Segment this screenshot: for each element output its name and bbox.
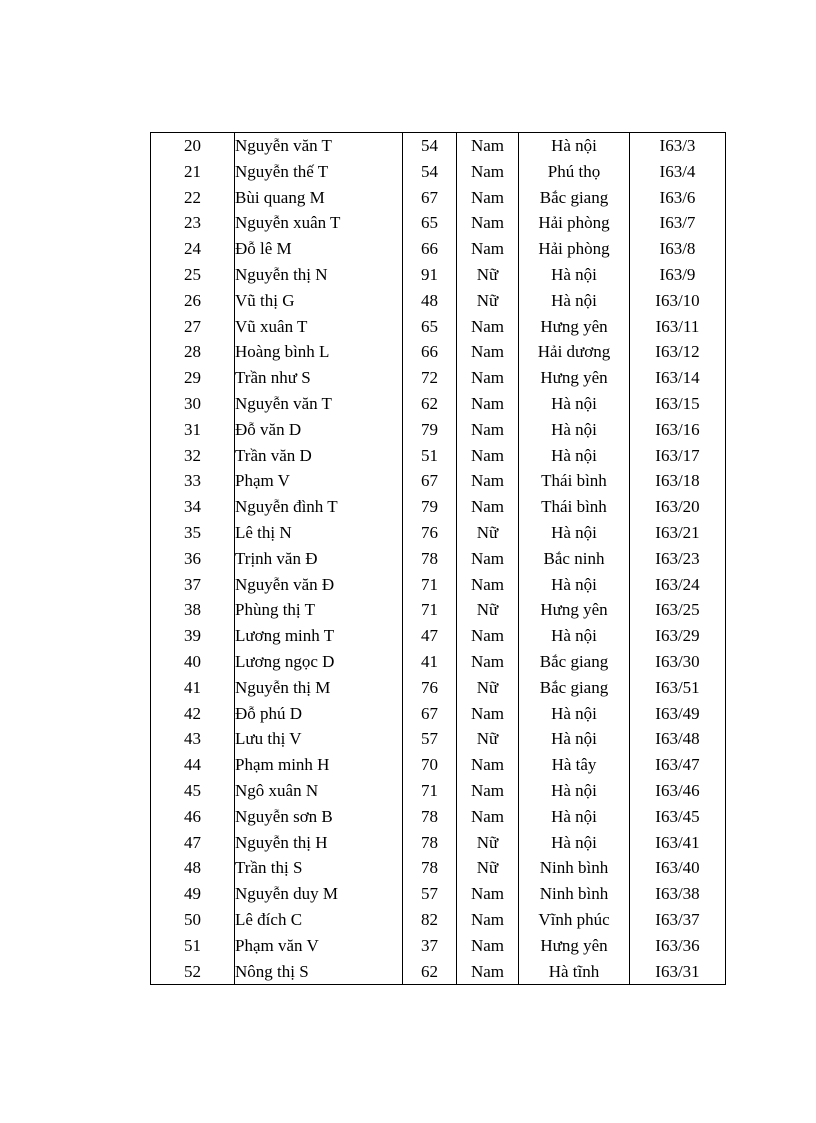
row-number-cell: 43 bbox=[151, 726, 235, 752]
record-code-cell: I63/45 bbox=[630, 804, 726, 830]
sex-cell: Nam bbox=[457, 365, 519, 391]
province-cell: Hà nội bbox=[519, 623, 630, 649]
province-cell: Hà nội bbox=[519, 133, 630, 159]
table-row bbox=[151, 623, 726, 649]
sex-cell: Nam bbox=[457, 185, 519, 211]
patient-table bbox=[150, 132, 726, 985]
record-code-cell: I63/12 bbox=[630, 339, 726, 365]
province-cell: Bắc giang bbox=[519, 649, 630, 675]
patient-name-cell: Lê thị N bbox=[235, 520, 403, 546]
record-code-cell: I63/46 bbox=[630, 778, 726, 804]
province-cell: Hải phòng bbox=[519, 236, 630, 262]
province-cell: Hà nội bbox=[519, 391, 630, 417]
table-row bbox=[151, 830, 726, 856]
sex-cell: Nam bbox=[457, 314, 519, 340]
sex-cell: Nam bbox=[457, 649, 519, 675]
patient-name-cell: Lương minh T bbox=[235, 623, 403, 649]
sex-cell: Nam bbox=[457, 701, 519, 727]
sex-cell: Nam bbox=[457, 778, 519, 804]
age-cell: 54 bbox=[403, 133, 457, 159]
table-row bbox=[151, 314, 726, 340]
record-code-cell: I63/3 bbox=[630, 133, 726, 159]
patient-name-cell: Bùi quang M bbox=[235, 185, 403, 211]
row-number-cell: 37 bbox=[151, 572, 235, 598]
patient-name-cell: Nguyễn văn T bbox=[235, 391, 403, 417]
patient-name-cell: Phùng thị T bbox=[235, 597, 403, 623]
age-cell: 54 bbox=[403, 159, 457, 185]
age-cell: 78 bbox=[403, 855, 457, 881]
province-cell: Hải dương bbox=[519, 339, 630, 365]
patient-name-cell: Vũ thị G bbox=[235, 288, 403, 314]
sex-cell: Nam bbox=[457, 804, 519, 830]
province-cell: Hà nội bbox=[519, 804, 630, 830]
patient-name-cell: Nguyễn thế T bbox=[235, 159, 403, 185]
record-code-cell: I63/10 bbox=[630, 288, 726, 314]
province-cell: Hà nội bbox=[519, 443, 630, 469]
table-row bbox=[151, 804, 726, 830]
age-cell: 72 bbox=[403, 365, 457, 391]
province-cell: Bắc ninh bbox=[519, 546, 630, 572]
province-cell: Hưng yên bbox=[519, 597, 630, 623]
table-row bbox=[151, 133, 726, 159]
province-cell: Hà nội bbox=[519, 830, 630, 856]
patient-name-cell: Ngô xuân N bbox=[235, 778, 403, 804]
record-code-cell: I63/21 bbox=[630, 520, 726, 546]
province-cell: Hải phòng bbox=[519, 210, 630, 236]
table-row bbox=[151, 907, 726, 933]
age-cell: 78 bbox=[403, 546, 457, 572]
table-row bbox=[151, 520, 726, 546]
patient-name-cell: Nguyễn xuân T bbox=[235, 210, 403, 236]
table-row bbox=[151, 546, 726, 572]
record-code-cell: I63/7 bbox=[630, 210, 726, 236]
age-cell: 70 bbox=[403, 752, 457, 778]
age-cell: 62 bbox=[403, 959, 457, 985]
record-code-cell: I63/36 bbox=[630, 933, 726, 959]
record-code-cell: I63/48 bbox=[630, 726, 726, 752]
row-number-cell: 33 bbox=[151, 468, 235, 494]
row-number-cell: 40 bbox=[151, 649, 235, 675]
patient-name-cell: Lưu thị V bbox=[235, 726, 403, 752]
row-number-cell: 25 bbox=[151, 262, 235, 288]
row-number-cell: 50 bbox=[151, 907, 235, 933]
table-row bbox=[151, 675, 726, 701]
record-code-cell: I63/17 bbox=[630, 443, 726, 469]
province-cell: Bắc giang bbox=[519, 185, 630, 211]
row-number-cell: 32 bbox=[151, 443, 235, 469]
sex-cell: Nam bbox=[457, 468, 519, 494]
patient-name-cell: Trịnh văn Đ bbox=[235, 546, 403, 572]
table-row bbox=[151, 391, 726, 417]
patient-name-cell: Trần văn D bbox=[235, 443, 403, 469]
row-number-cell: 27 bbox=[151, 314, 235, 340]
record-code-cell: I63/11 bbox=[630, 314, 726, 340]
sex-cell: Nữ bbox=[457, 262, 519, 288]
province-cell: Ninh bình bbox=[519, 855, 630, 881]
row-number-cell: 29 bbox=[151, 365, 235, 391]
table-body bbox=[151, 133, 726, 985]
province-cell: Hà nội bbox=[519, 726, 630, 752]
patient-name-cell: Phạm minh H bbox=[235, 752, 403, 778]
record-code-cell: I63/23 bbox=[630, 546, 726, 572]
row-number-cell: 23 bbox=[151, 210, 235, 236]
province-cell: Hà tĩnh bbox=[519, 959, 630, 985]
patient-name-cell: Nông thị S bbox=[235, 959, 403, 985]
sex-cell: Nam bbox=[457, 623, 519, 649]
record-code-cell: I63/40 bbox=[630, 855, 726, 881]
row-number-cell: 41 bbox=[151, 675, 235, 701]
table-row bbox=[151, 159, 726, 185]
patient-name-cell: Phạm V bbox=[235, 468, 403, 494]
patient-name-cell: Nguyễn thị H bbox=[235, 830, 403, 856]
province-cell: Hưng yên bbox=[519, 933, 630, 959]
age-cell: 65 bbox=[403, 210, 457, 236]
age-cell: 66 bbox=[403, 339, 457, 365]
record-code-cell: I63/16 bbox=[630, 417, 726, 443]
patient-name-cell: Nguyễn sơn B bbox=[235, 804, 403, 830]
table-row bbox=[151, 210, 726, 236]
age-cell: 67 bbox=[403, 468, 457, 494]
sex-cell: Nam bbox=[457, 959, 519, 985]
record-code-cell: I63/31 bbox=[630, 959, 726, 985]
record-code-cell: I63/8 bbox=[630, 236, 726, 262]
sex-cell: Nam bbox=[457, 339, 519, 365]
table-row bbox=[151, 752, 726, 778]
row-number-cell: 30 bbox=[151, 391, 235, 417]
sex-cell: Nam bbox=[457, 159, 519, 185]
table-row bbox=[151, 881, 726, 907]
row-number-cell: 38 bbox=[151, 597, 235, 623]
record-code-cell: I63/49 bbox=[630, 701, 726, 727]
patient-name-cell: Nguyễn thị N bbox=[235, 262, 403, 288]
record-code-cell: I63/47 bbox=[630, 752, 726, 778]
province-cell: Hà nội bbox=[519, 701, 630, 727]
age-cell: 51 bbox=[403, 443, 457, 469]
province-cell: Thái bình bbox=[519, 468, 630, 494]
province-cell: Phú thọ bbox=[519, 159, 630, 185]
table-row bbox=[151, 494, 726, 520]
age-cell: 82 bbox=[403, 907, 457, 933]
patient-name-cell: Đỗ lê M bbox=[235, 236, 403, 262]
patient-name-cell: Nguyễn duy M bbox=[235, 881, 403, 907]
record-code-cell: I63/51 bbox=[630, 675, 726, 701]
age-cell: 41 bbox=[403, 649, 457, 675]
patient-name-cell: Phạm văn V bbox=[235, 933, 403, 959]
row-number-cell: 20 bbox=[151, 133, 235, 159]
age-cell: 91 bbox=[403, 262, 457, 288]
record-code-cell: I63/18 bbox=[630, 468, 726, 494]
age-cell: 71 bbox=[403, 778, 457, 804]
patient-name-cell: Hoàng bình L bbox=[235, 339, 403, 365]
patient-name-cell: Trần như S bbox=[235, 365, 403, 391]
age-cell: 65 bbox=[403, 314, 457, 340]
row-number-cell: 31 bbox=[151, 417, 235, 443]
province-cell: Hà nội bbox=[519, 288, 630, 314]
record-code-cell: I63/24 bbox=[630, 572, 726, 598]
patient-name-cell: Nguyễn đình T bbox=[235, 494, 403, 520]
province-cell: Hưng yên bbox=[519, 365, 630, 391]
record-code-cell: I63/38 bbox=[630, 881, 726, 907]
province-cell: Hà nội bbox=[519, 262, 630, 288]
age-cell: 76 bbox=[403, 675, 457, 701]
table-row bbox=[151, 236, 726, 262]
sex-cell: Nữ bbox=[457, 597, 519, 623]
table-row bbox=[151, 701, 726, 727]
patient-name-cell: Nguyễn văn T bbox=[235, 133, 403, 159]
sex-cell: Nam bbox=[457, 752, 519, 778]
patient-name-cell: Nguyễn thị M bbox=[235, 675, 403, 701]
record-code-cell: I63/9 bbox=[630, 262, 726, 288]
age-cell: 67 bbox=[403, 185, 457, 211]
row-number-cell: 24 bbox=[151, 236, 235, 262]
record-code-cell: I63/20 bbox=[630, 494, 726, 520]
sex-cell: Nam bbox=[457, 546, 519, 572]
age-cell: 76 bbox=[403, 520, 457, 546]
sex-cell: Nữ bbox=[457, 726, 519, 752]
table-row bbox=[151, 959, 726, 985]
row-number-cell: 51 bbox=[151, 933, 235, 959]
sex-cell: Nam bbox=[457, 572, 519, 598]
row-number-cell: 28 bbox=[151, 339, 235, 365]
table-row bbox=[151, 365, 726, 391]
province-cell: Hà nội bbox=[519, 572, 630, 598]
province-cell: Hưng yên bbox=[519, 314, 630, 340]
province-cell: Hà nội bbox=[519, 417, 630, 443]
age-cell: 79 bbox=[403, 494, 457, 520]
row-number-cell: 47 bbox=[151, 830, 235, 856]
row-number-cell: 36 bbox=[151, 546, 235, 572]
sex-cell: Nam bbox=[457, 443, 519, 469]
patient-name-cell: Lê đích C bbox=[235, 907, 403, 933]
age-cell: 78 bbox=[403, 804, 457, 830]
table-row bbox=[151, 649, 726, 675]
age-cell: 79 bbox=[403, 417, 457, 443]
table-row bbox=[151, 855, 726, 881]
age-cell: 48 bbox=[403, 288, 457, 314]
table-row bbox=[151, 933, 726, 959]
table-row bbox=[151, 572, 726, 598]
row-number-cell: 52 bbox=[151, 959, 235, 985]
record-code-cell: I63/37 bbox=[630, 907, 726, 933]
record-code-cell: I63/15 bbox=[630, 391, 726, 417]
province-cell: Thái bình bbox=[519, 494, 630, 520]
age-cell: 47 bbox=[403, 623, 457, 649]
row-number-cell: 45 bbox=[151, 778, 235, 804]
patient-name-cell: Trần thị S bbox=[235, 855, 403, 881]
table-row bbox=[151, 726, 726, 752]
row-number-cell: 44 bbox=[151, 752, 235, 778]
record-code-cell: I63/41 bbox=[630, 830, 726, 856]
row-number-cell: 46 bbox=[151, 804, 235, 830]
age-cell: 57 bbox=[403, 881, 457, 907]
row-number-cell: 39 bbox=[151, 623, 235, 649]
table-row bbox=[151, 185, 726, 211]
patient-name-cell: Đỗ văn D bbox=[235, 417, 403, 443]
province-cell: Hà tây bbox=[519, 752, 630, 778]
table-row bbox=[151, 597, 726, 623]
sex-cell: Nữ bbox=[457, 675, 519, 701]
age-cell: 71 bbox=[403, 572, 457, 598]
province-cell: Hà nội bbox=[519, 778, 630, 804]
row-number-cell: 26 bbox=[151, 288, 235, 314]
sex-cell: Nam bbox=[457, 933, 519, 959]
patient-name-cell: Đỗ phú D bbox=[235, 701, 403, 727]
sex-cell: Nữ bbox=[457, 288, 519, 314]
province-cell: Hà nội bbox=[519, 520, 630, 546]
age-cell: 71 bbox=[403, 597, 457, 623]
table-row bbox=[151, 262, 726, 288]
province-cell: Bắc giang bbox=[519, 675, 630, 701]
record-code-cell: I63/29 bbox=[630, 623, 726, 649]
row-number-cell: 48 bbox=[151, 855, 235, 881]
row-number-cell: 42 bbox=[151, 701, 235, 727]
patient-name-cell: Vũ xuân T bbox=[235, 314, 403, 340]
age-cell: 67 bbox=[403, 701, 457, 727]
age-cell: 57 bbox=[403, 726, 457, 752]
row-number-cell: 34 bbox=[151, 494, 235, 520]
record-code-cell: I63/6 bbox=[630, 185, 726, 211]
table-row bbox=[151, 778, 726, 804]
sex-cell: Nam bbox=[457, 210, 519, 236]
province-cell: Ninh bình bbox=[519, 881, 630, 907]
sex-cell: Nữ bbox=[457, 855, 519, 881]
sex-cell: Nam bbox=[457, 494, 519, 520]
sex-cell: Nữ bbox=[457, 830, 519, 856]
age-cell: 78 bbox=[403, 830, 457, 856]
sex-cell: Nữ bbox=[457, 520, 519, 546]
record-code-cell: I63/30 bbox=[630, 649, 726, 675]
record-code-cell: I63/25 bbox=[630, 597, 726, 623]
table-row bbox=[151, 443, 726, 469]
sex-cell: Nam bbox=[457, 133, 519, 159]
table-row bbox=[151, 339, 726, 365]
record-code-cell: I63/14 bbox=[630, 365, 726, 391]
age-cell: 37 bbox=[403, 933, 457, 959]
row-number-cell: 49 bbox=[151, 881, 235, 907]
sex-cell: Nam bbox=[457, 391, 519, 417]
age-cell: 66 bbox=[403, 236, 457, 262]
table-row bbox=[151, 288, 726, 314]
sex-cell: Nam bbox=[457, 907, 519, 933]
record-code-cell: I63/4 bbox=[630, 159, 726, 185]
table-row bbox=[151, 417, 726, 443]
row-number-cell: 35 bbox=[151, 520, 235, 546]
table-row bbox=[151, 468, 726, 494]
row-number-cell: 21 bbox=[151, 159, 235, 185]
sex-cell: Nam bbox=[457, 881, 519, 907]
sex-cell: Nam bbox=[457, 417, 519, 443]
patient-name-cell: Lương ngọc D bbox=[235, 649, 403, 675]
patient-name-cell: Nguyễn văn Đ bbox=[235, 572, 403, 598]
province-cell: Vĩnh phúc bbox=[519, 907, 630, 933]
row-number-cell: 22 bbox=[151, 185, 235, 211]
sex-cell: Nam bbox=[457, 236, 519, 262]
age-cell: 62 bbox=[403, 391, 457, 417]
